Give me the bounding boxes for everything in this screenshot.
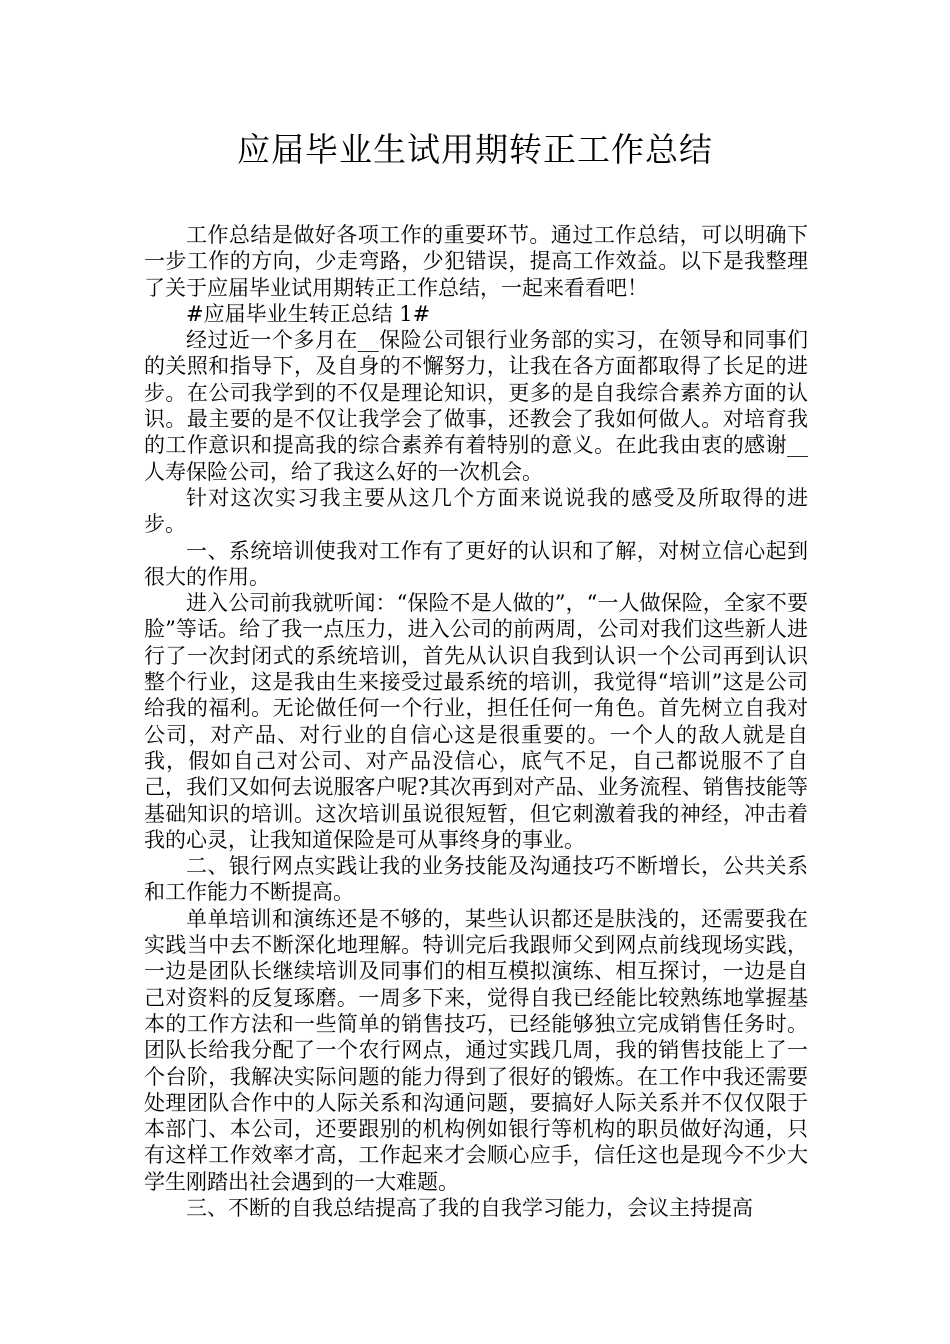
- subheading-paragraph: 一、系统培训使我对工作有了更好的认识和了解，对树立信心起到很大的作用。: [144, 538, 808, 589]
- subheading-paragraph: 三、不断的自我总结提高了我的自我学习能力，会议主持提高: [186, 1195, 753, 1220]
- subheading-paragraph: 二、银行网点实践让我的业务技能及沟通技巧不断增长，公共关系和工作能力不断提高。: [144, 854, 808, 905]
- body-paragraph: 针对这次实习我主要从这几个方面来说说我的感受及所取得的进步。: [144, 485, 808, 537]
- document-body: [144, 222, 808, 1221]
- section-heading: #应届毕业生转正总结 1#: [186, 301, 431, 326]
- body-paragraph: 进入公司前我就听闻：“保险不是人做的”，“一人做保险，全家不要脸”等话。给了我一点压力，进入公司的前两周，公司对我们这些新人进行了一次封闭式的系统培训，首先从认识自我到认识一个公司再到认识整个行业，这是我由生来接受过最系统的培训，我觉得“培训”这是公司给我的福利。无论做任何一个行业，担任任何一角色。首先树立自我对公司，对产品、对行业的自信心这是很重要的。一个人的敌人就是自我，假如自己对公司、对产品没信心，底气不足，自己都说服不了自己，我们又如何去说服客户呢?其次再到对产品、业务流程、销售技能等基础知识的培训。这次培训虽说很短暂，但它刺激着我的神经，冲击着我的心灵，让我知道保险是可从事终身的事业。: [144, 591, 808, 852]
- document-title: 应届毕业生试用期转正工作总结: [237, 130, 713, 169]
- body-paragraph: 单单培训和演练还是不够的，某些认识都还是肤浅的，还需要我在实践当中去不断深化地理解。特训完后我跟师父到网点前线现场实践，一边是团队长继续培训及同事们的相互模拟演练、相互探讨，一边是自己对资料的反复琢磨。一周多下来，觉得自我已经能比较熟练地掌握基本的工作方法和一些简单的销售技巧，已经能够独立完成销售任务时。团队长给我分配了一个农行网点，通过实践几周，我的销售技能上了一个台阶，我解决实际问题的能力得到了很好的锻炼。在工作中我还需要处理团队合作中的人际关系和沟通问题，要搞好人际关系并不仅仅限于本部门、本公司，还要跟别的机构例如银行等机构的职员做好沟通，只有这样工作效率才高，工作起来才会顺心应手，信任这也是现今不少大学生刚踏出社会遇到的一大难题。: [144, 906, 808, 1194]
- body-paragraph: 经过近一个多月在__保险公司银行业务部的实习，在领导和同事们的关照和指导下，及自身的不懈努力，让我在各方面都取得了长足的进步。在公司我学到的不仅是理论知识，更多的是自我综合素养方面的认识。最主要的是不仅让我学会了做事，还教会了我如何做人。对培育我的工作意识和提高我的综合素养有着特别的意义。在此我由衷的感谢__人寿保险公司，给了我这么好的一次机会。: [144, 328, 808, 484]
- intro-paragraph: 工作总结是做好各项工作的重要环节。通过工作总结，可以明确下一步工作的方向，少走弯路，少犯错误，提高工作效益。以下是我整理了关于应届毕业试用期转正工作总结，一起来看看吧！: [144, 223, 808, 300]
